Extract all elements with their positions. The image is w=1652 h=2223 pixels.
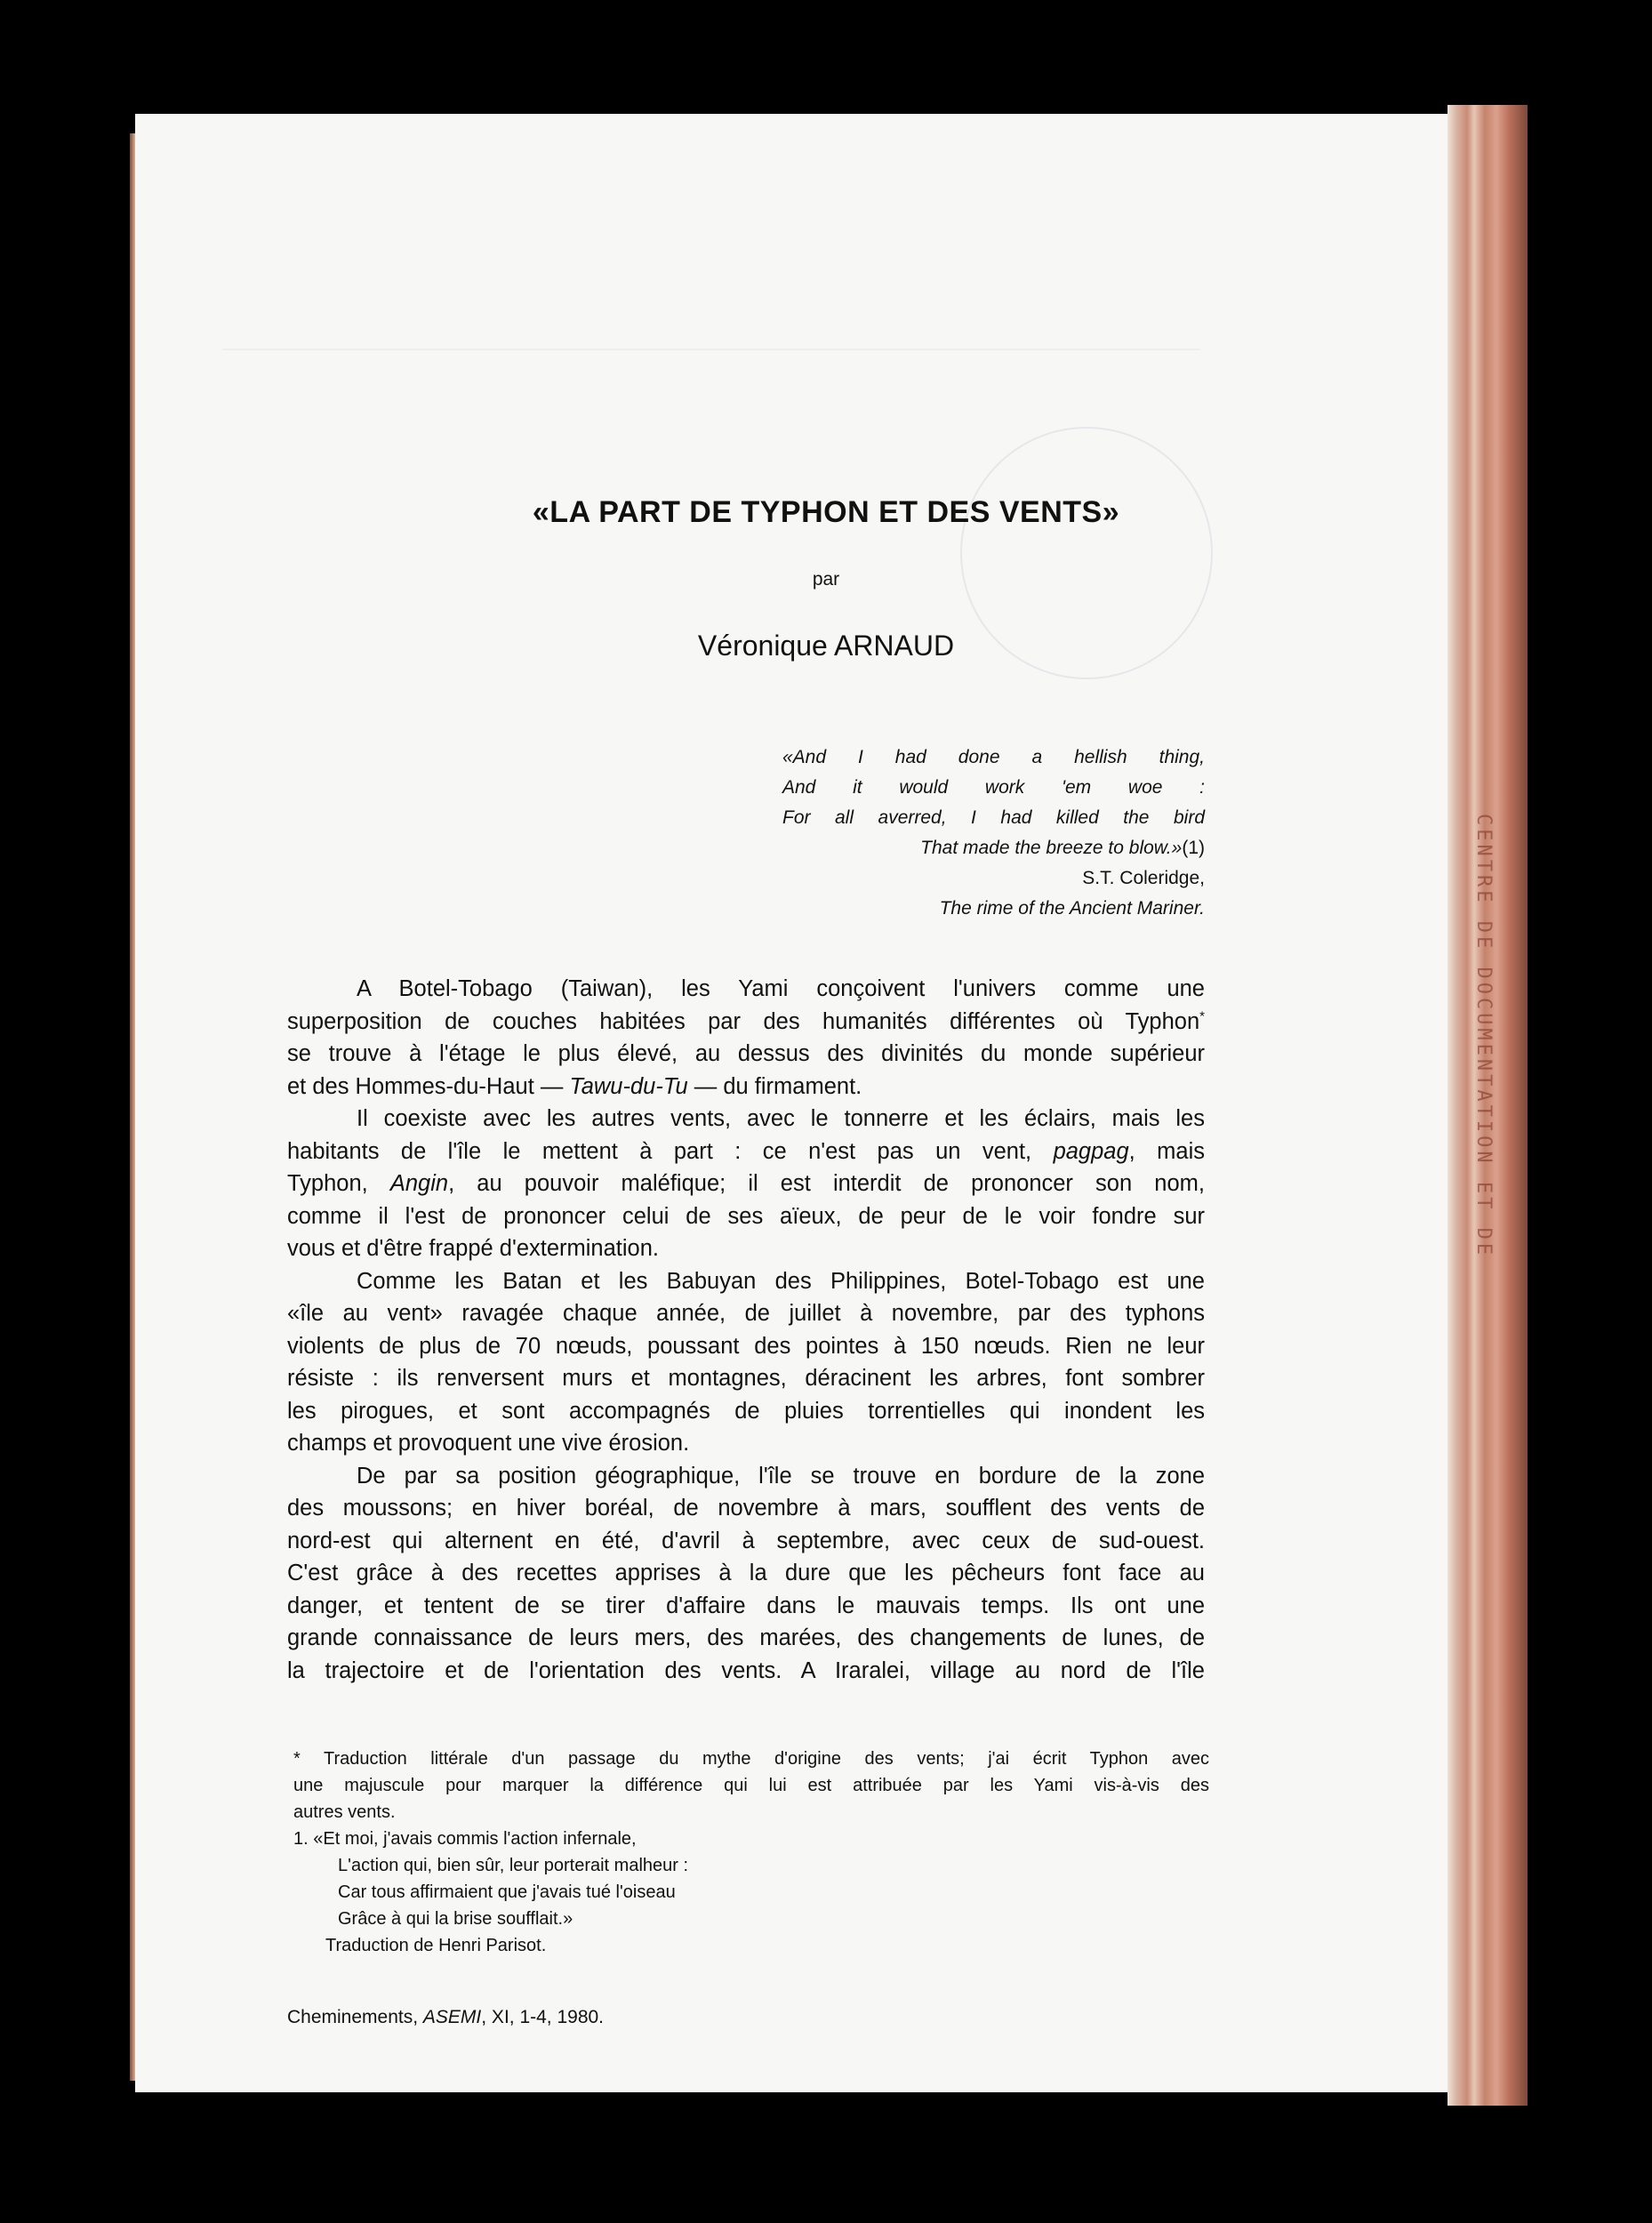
body-line: des moussons; en hiver boréal, de novembre à mars, soufflent des vents de	[287, 1496, 1205, 1521]
body-text: , au pouvoir maléfique; il est interdit de prononcer son nom,	[448, 1171, 1205, 1196]
body-line: «île au vent» ravagée chaque année, de juillet à novembre, par des typhons	[287, 1301, 1205, 1326]
epigraph-line-last	[782, 833, 1205, 863]
body-line: comme il l'est de prononcer celui de ses aïeux, de peur de le voir fondre sur	[287, 1203, 1205, 1229]
journal-name: ASEMI	[422, 2007, 482, 2027]
byline-par: par	[812, 569, 840, 590]
footnote-star-line: une majuscule pour marquer la différence qui lui est attribuée par les Yami vis-à-vis des	[293, 1776, 1209, 1795]
body-line: De par sa position géographique, l'île se trouve en bordure de la zone	[357, 1463, 1205, 1489]
footnote-1-line: 1. «Et moi, j'avais commis l'action infernale,	[293, 1829, 637, 1849]
body-line: la trajectoire et de l'orientation des vents. A Iraralei, village au nord de l'île	[287, 1657, 1205, 1683]
citation-text: Cheminements,	[287, 2007, 423, 2027]
footnote-ref-1: (1)	[1182, 838, 1205, 858]
body-italic: Tawu-du-Tu	[569, 1073, 688, 1099]
body-line: les pirogues, et sont accompagnés de pluies torrentielles qui inondent les	[287, 1398, 1205, 1424]
body-line: A Botel-Tobago (Taiwan), les Yami conçoivent l'univers comme une	[357, 976, 1205, 1001]
footnote-1-verse: L'action qui, bien sûr, leur porterait malheur :	[338, 1856, 689, 1875]
author-name: Véronique ARNAUD	[697, 630, 955, 662]
epigraph-work: The rime of the Ancient Mariner.	[939, 898, 1205, 919]
body-line	[287, 1168, 1205, 1200]
body-text: — du firmament.	[687, 1073, 862, 1099]
epigraph-line: «And I had done a hellish thing,	[782, 747, 1205, 767]
citation-text: , XI, 1-4, 1980.	[481, 2007, 605, 2027]
body-text: et des Hommes-du-Haut —	[287, 1073, 570, 1099]
footnote-1-verse: Car tous affirmaient que j'avais tué l'oiseau	[338, 1882, 676, 1902]
epigraph-line: For all averred, I had killed the bird	[782, 807, 1205, 828]
body-line: nord-est qui alternent en été, d'avril à septembre, avec ceux de sud-ouest.	[287, 1528, 1205, 1553]
article-title: «LA PART DE TYPHON ET DES VENTS»	[532, 495, 1120, 529]
epigraph-line: That made the breeze to blow.»	[920, 838, 1183, 858]
footnote-star-line: * Traduction littérale d'un passage du mythe d'origine des vents; j'ai écrit Typhon avec	[293, 1749, 1209, 1769]
body-line: se trouve à l'étage le plus élevé, au dessus des divinités du monde supérieur	[287, 1041, 1205, 1066]
body-text: superposition de couches habitées par des humanités différentes où Typhon	[287, 1008, 1200, 1034]
body-line	[287, 1006, 1205, 1039]
body-line: Il coexiste avec les autres vents, avec le tonnerre et les éclairs, mais les	[357, 1106, 1205, 1131]
footnote-translation: Traduction de Henri Parisot.	[325, 1936, 547, 1955]
body-line	[287, 1071, 1205, 1103]
footnotes	[293, 1745, 1209, 1959]
asterisk-ref: *	[1199, 1008, 1205, 1023]
body-line: C'est grâce à des recettes apprises à la dure que les pêcheurs font face au	[287, 1561, 1205, 1585]
body-text: , mais	[1128, 1138, 1205, 1164]
body-text: Typhon,	[287, 1171, 390, 1196]
body-italic: pagpag	[1053, 1138, 1129, 1164]
body-line: violents de plus de 70 nœuds, poussant des pointes à 150 nœuds. Rien ne leur	[287, 1333, 1205, 1359]
epigraph-line: And it would work 'em woe :	[782, 777, 1205, 798]
body-text: habitants de l'île le mettent à part : ce n'est pas un vent,	[287, 1138, 1054, 1164]
body-line: champs et provoquent une vive érosion.	[287, 1431, 690, 1456]
epigraph	[782, 742, 1205, 924]
journal-citation	[287, 2007, 604, 2028]
body-line	[287, 1136, 1205, 1168]
body-italic: Angin	[389, 1171, 449, 1196]
article-body	[287, 973, 1205, 1687]
footnote-1-verse: Grâce à qui la brise soufflait.»	[338, 1909, 573, 1929]
body-line: danger, et tentent de se tirer d'affaire dans le mauvais temps. Ils ont une	[287, 1593, 1205, 1618]
body-line: grande connaissance de leurs mers, des marées, des changements de lunes, de	[287, 1625, 1205, 1650]
show-through-line	[222, 338, 1200, 350]
epigraph-attribution: S.T. Coleridge,	[1082, 868, 1205, 888]
body-line: résiste : ils renversent murs et montagnes, déracinent les arbres, font sombrer	[287, 1366, 1205, 1391]
library-stamp: CENTRE DE DOCUMENTATION ET DE	[1472, 814, 1495, 1259]
body-line: vous et d'être frappé d'extermination.	[287, 1236, 659, 1261]
body-line: Comme les Batan et les Babuyan des Philippines, Botel-Tobago est une	[357, 1268, 1205, 1294]
footnote-star-line: autres vents.	[293, 1802, 396, 1822]
